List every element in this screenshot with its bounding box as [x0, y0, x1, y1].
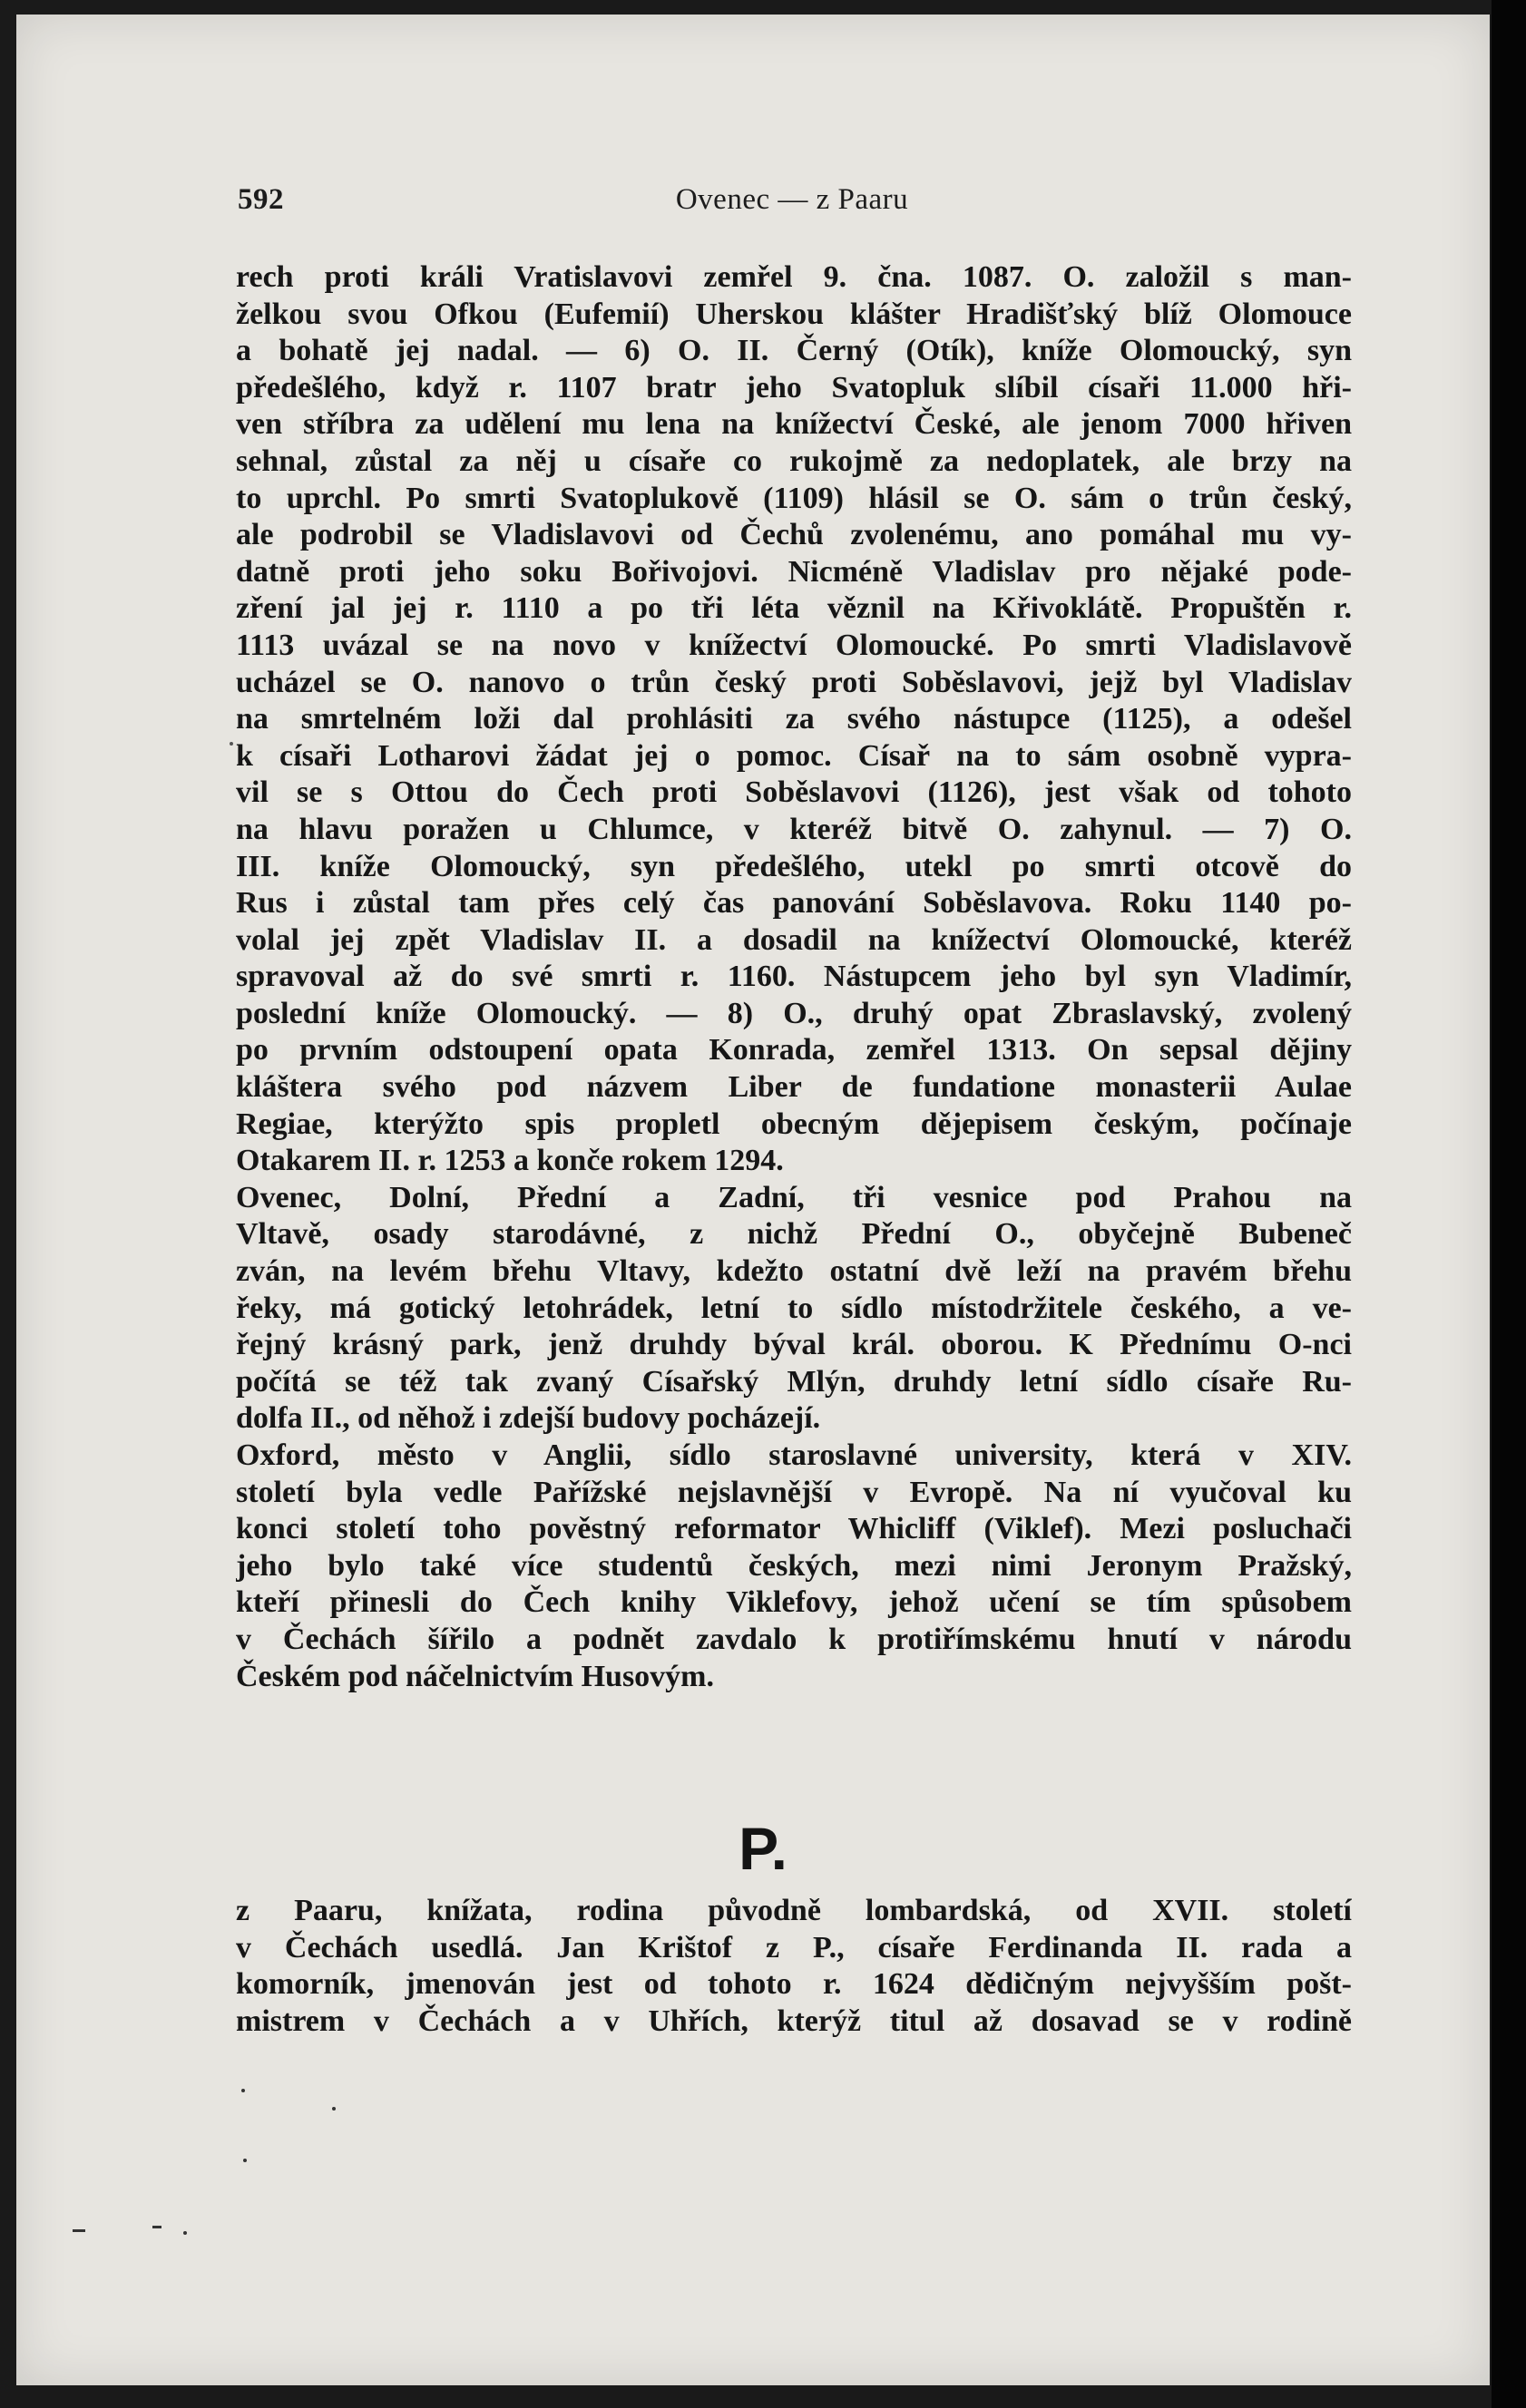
- text-line: dolfa II., od něhož i zdejší budovy pocházejí.: [236, 1401, 821, 1436]
- text-line: Vltavě, osady starodávné, z nichž Přední O., obyčejně Bubeneč: [236, 1217, 1352, 1252]
- text-line: kláštera svého pod názvem Liber de fundatione monasterii Aulae: [236, 1070, 1352, 1105]
- entry-ovenec-line: Ovenec, Dolní, Přední a Zadní, tři vesnice pod Prahou na: [236, 1180, 1352, 1214]
- text-line: III. kníže Olomoucký, syn předešlého, utekl po smrti otcově do: [236, 849, 1352, 883]
- speck: [243, 2159, 247, 2162]
- text-line: Otakarem II. r. 1253 a konče rokem 1294.: [236, 1144, 784, 1178]
- speck: [230, 742, 233, 746]
- speck: [152, 2226, 161, 2228]
- text-line: v Čechách usedlá. Jan Krištof z P., císaře Ferdinanda II. rada a: [236, 1930, 1352, 1964]
- section-letter: P.: [739, 1815, 787, 1882]
- text-line: Regiae, kterýžto spis propletl obecným dějepisem českým, počínaje: [236, 1107, 1352, 1141]
- speck: [241, 2089, 245, 2092]
- text-line: volal jej zpět Vladislav II. a dosadil na knížectví Olomoucké, kteréž: [236, 922, 1352, 957]
- text-line: rech proti králi Vratislavovi zemřel 9. čna. 1087. O. založil s man-: [236, 260, 1352, 294]
- text-line: ven stříbra za udělení mu lena na knížectví České, ale jenom 7000 hřiven: [236, 407, 1352, 442]
- text-line: předešlého, když r. 1107 bratr jeho Svatopluk slíbil císaři 11.000 hři-: [236, 370, 1352, 405]
- speck: [183, 2231, 187, 2235]
- text-line: Českém pod náčelnictvím Husovým.: [236, 1659, 714, 1693]
- text-line: ucházel se O. nanovo o trůn český proti Soběslavovi, jejž byl Vladislav: [236, 665, 1352, 699]
- text-line: 1113 uvázal se na novo v knížectví Olomoucké. Po smrti Vladislavově: [236, 628, 1352, 662]
- text-line: datně proti jeho soku Bořivojovi. Nicméně Vladislav pro nějaké pode-: [236, 554, 1352, 589]
- text-line: století byla vedle Pařížské nejslavnější v Evropě. Na ní vyučoval ku: [236, 1475, 1352, 1509]
- text-line: želkou svou Ofkou (Eufemií) Uherskou klášter Hradišťský blíž Olomouce: [236, 297, 1352, 331]
- text-line: kteří přinesli do Čech knihy Viklefovy, jehož učení se tím spůsobem: [236, 1585, 1352, 1620]
- text-line: k císaři Lotharovi žádat jej o pomoc. Císař na to sám osobně vypra-: [236, 738, 1352, 773]
- running-head: Ovenec — z Paaru: [675, 183, 909, 216]
- text-line: zván, na levém břehu Vltavy, kdežto ostatní dvě leží na pravém břehu: [236, 1254, 1352, 1289]
- text-line: konci století toho pověstný reformator Whicliff (Viklef). Mezi posluchači: [236, 1512, 1352, 1546]
- text-line: řeky, má gotický letohrádek, letní to sídlo místodržitele českého, a ve-: [236, 1291, 1352, 1325]
- text-line: jeho bylo také více studentů českých, mezi nimi Jeronym Pražský,: [236, 1548, 1352, 1583]
- text-line: sehnal, zůstal za něj u císaře co rukojmě za nedoplatek, ale brzy na: [236, 444, 1352, 478]
- page-number: 592: [238, 183, 284, 216]
- text-line: a bohatě jej nadal. — 6) O. II. Černý (Otík), kníže Olomoucký, syn: [236, 334, 1352, 368]
- text-line: Rus i zůstal tam přes celý čas panování Soběslavova. Roku 1140 po-: [236, 886, 1352, 921]
- text-line: komorník, jmenován jest od tohoto r. 1624 dědičným nejvyšším pošt-: [236, 1967, 1352, 2002]
- text-line: počítá se též tak zvaný Císařský Mlýn, druhdy letní sídlo císaře Ru-: [236, 1364, 1352, 1399]
- speck: [73, 2229, 85, 2232]
- text-line: poslední kníže Olomoucký. — 8) O., druhý opat Zbraslavský, zvolený: [236, 996, 1352, 1030]
- text-line: na hlavu poražen u Chlumce, v kteréž bitvě O. zahynul. — 7) O.: [236, 812, 1352, 846]
- entry-oxford-line: Oxford, město v Anglii, sídlo staroslavné university, která v XIV.: [236, 1438, 1352, 1472]
- text-line: zření jal jej r. 1110 a po tři léta věznil na Křivoklátě. Propuštěn r.: [236, 591, 1352, 626]
- text-line: vil se s Ottou do Čech proti Soběslavovi (1126), jest však od tohoto: [236, 775, 1352, 810]
- text-line: mistrem v Čechách a v Uhřích, kterýž titul až dosavad se v rodině: [236, 2003, 1352, 2038]
- text-line: to uprchl. Po smrti Svatoplukově (1109) hlásil se O. sám o trůn český,: [236, 481, 1352, 515]
- text-line: řejný krásný park, jenž druhdy býval král. oborou. K Přednímu O-nci: [236, 1328, 1352, 1362]
- text-line: na smrtelném loži dal prohlásiti za svého nástupce (1125), a odešel: [236, 702, 1352, 736]
- text-line: ale podrobil se Vladislavovi od Čechů zvolenému, ano pomáhal mu vy-: [236, 518, 1352, 552]
- speck: [332, 2107, 336, 2111]
- text-line: v Čechách šířilo a podnět zavdalo k protiřímskému hnutí v národu: [236, 1622, 1352, 1656]
- text-line: po prvním odstoupení opata Konrada, zemřel 1313. On sepsal dějiny: [236, 1033, 1352, 1068]
- text-line: spravoval až do své smrti r. 1160. Nástupcem jeho byl syn Vladimír,: [236, 960, 1352, 994]
- entry-paar-line: z Paaru, knížata, rodina původně lombardská, od XVII. století: [236, 1894, 1352, 1927]
